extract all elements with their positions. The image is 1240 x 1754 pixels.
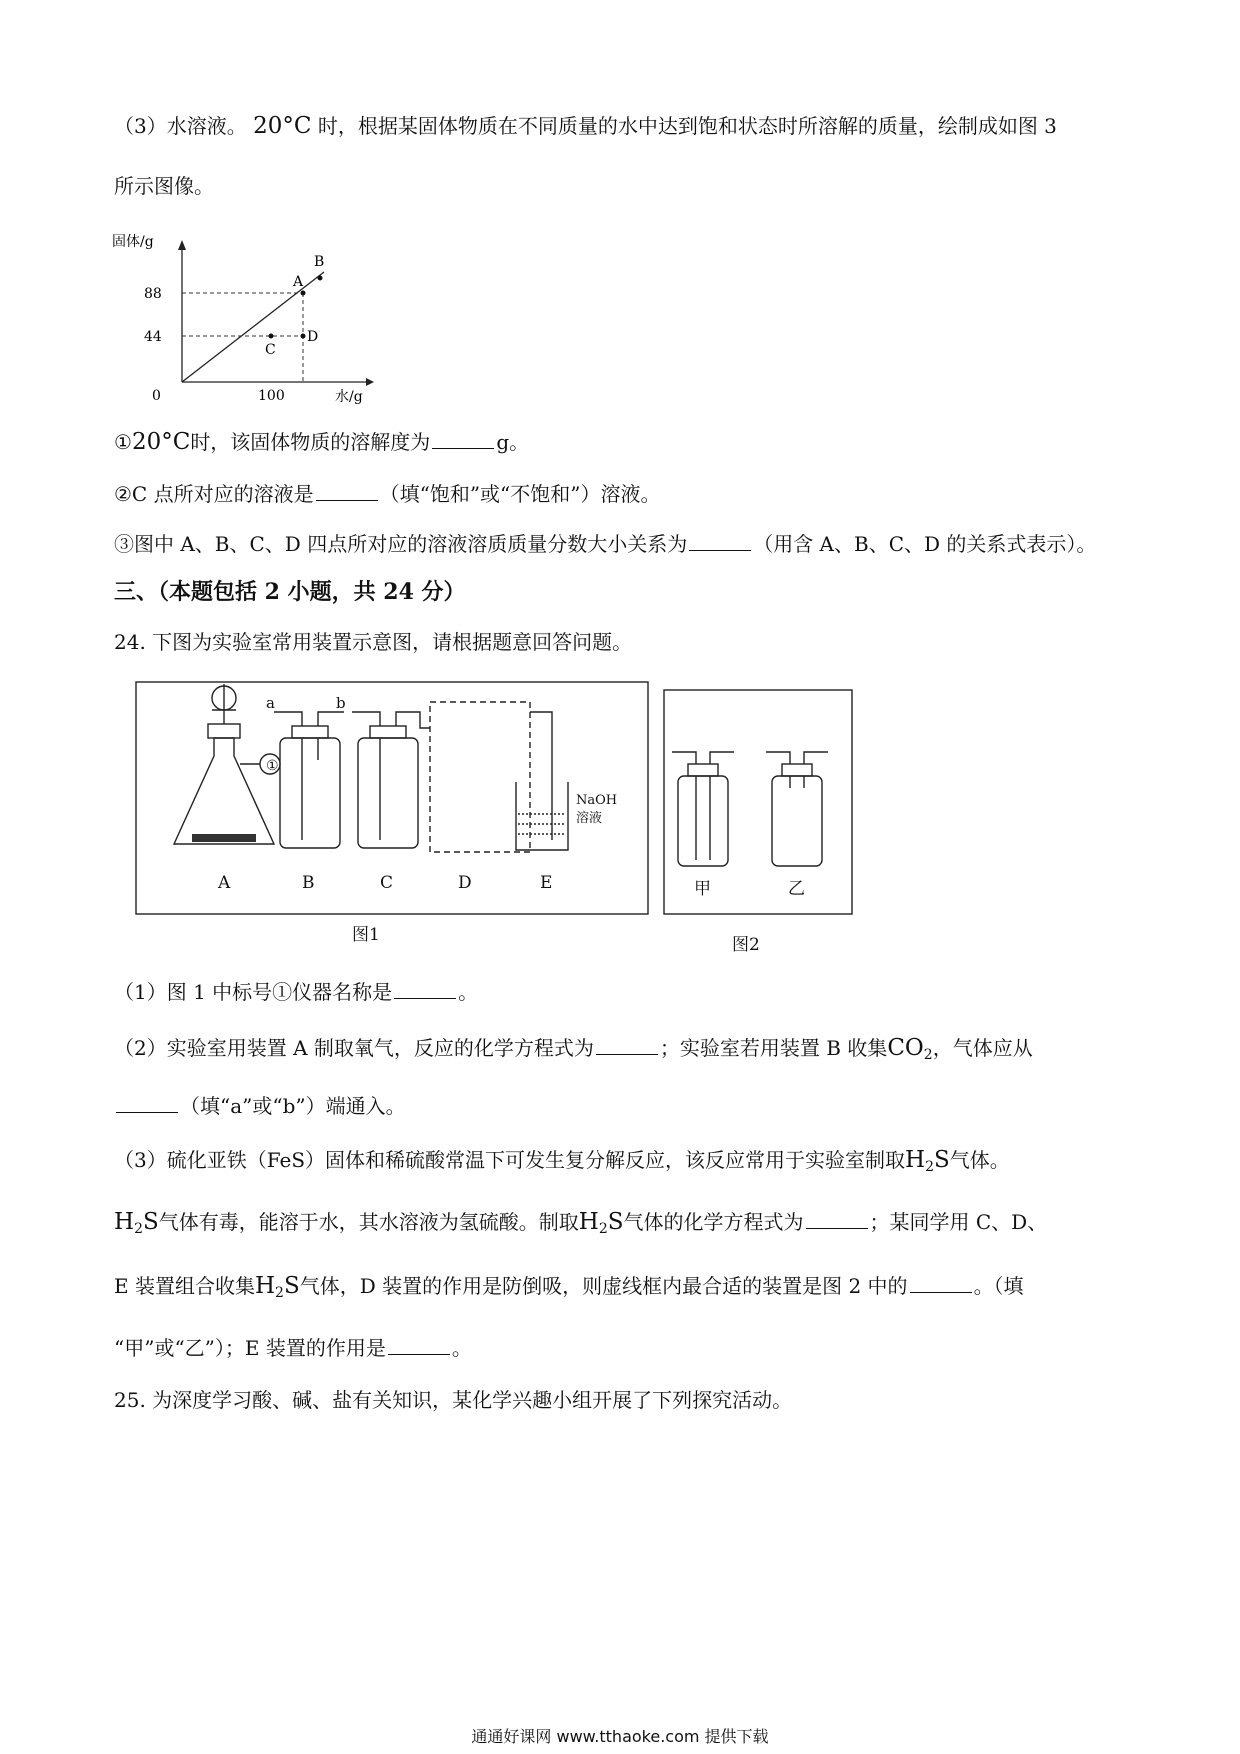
h2s-sub: 2 <box>275 1285 284 1301</box>
q24-part3-line3 <box>114 1272 1024 1307</box>
p3-text3: 气体有毒，能溶于水，其水溶液为氢硫酸。制取 <box>158 1210 579 1234</box>
q3-sub3 <box>114 530 1096 558</box>
q24-stem: 24. 下图为实验室常用装置示意图，请根据题意回答问题。 <box>114 630 633 654</box>
sub3-text: ③图中 A、B、C、D 四点所对应的溶液溶质质量分数大小关系为 <box>114 532 688 556</box>
apparatus-c <box>352 712 430 848</box>
solubility-graph <box>108 234 378 404</box>
p3-text5: ；某同学用 C、D、 <box>869 1210 1048 1234</box>
h2s-sub: 2 <box>925 1159 935 1175</box>
point-c-label: C <box>265 342 276 358</box>
origin-label: 0 <box>152 388 161 404</box>
p3-text9: “甲”或“乙”）；E 装置的作用是 <box>114 1336 386 1360</box>
point-b-dot <box>318 276 323 281</box>
point-a-dot <box>301 291 306 296</box>
bottle-yi <box>766 752 828 866</box>
section-heading: 三、（本题包括 2 小题，共 24 分） <box>114 579 466 605</box>
temperature: 20°C <box>253 113 312 139</box>
label-e: E <box>540 873 553 893</box>
y-axis-label: 固体/g <box>112 234 154 250</box>
sub1-unit: g。 <box>496 430 530 454</box>
p3-text6: E 装置组合收集 <box>114 1274 255 1298</box>
q24-part2-line2 <box>114 1092 406 1120</box>
point-c-dot <box>269 334 274 339</box>
p3-text8: 。（填 <box>973 1274 1024 1298</box>
answer-blank[interactable] <box>316 482 378 501</box>
label-naoh: NaOH <box>576 793 618 808</box>
apparatus-figure <box>112 664 882 964</box>
h2s-s: S <box>142 1209 159 1235</box>
sub3-text-end: （用含 A、B、C、D 的关系式表示）。 <box>753 532 1097 556</box>
apparatus-d-box <box>430 702 530 852</box>
p3-text1: （3）硫化亚铁（FeS）固体和稀硫酸常温下可发生复分解反应，该反应常用于实验室制取 <box>114 1148 906 1172</box>
sub2-text-end: （填“饱和”或“不饱和”）溶液。 <box>379 482 661 506</box>
figure2-frame <box>664 690 852 914</box>
apparatus-e <box>516 712 568 850</box>
answer-blank[interactable] <box>432 430 494 449</box>
q3-text-end: 所示图像。 <box>114 174 214 198</box>
y-axis-arrow <box>178 240 186 250</box>
label-c: C <box>380 873 394 893</box>
label-circle-1: ① <box>266 758 279 774</box>
answer-blank[interactable] <box>910 1274 972 1293</box>
sub1-marker: ① <box>114 430 132 454</box>
h2s-s: S <box>283 1273 300 1299</box>
q3-intro-line2 <box>114 172 214 200</box>
q24-part3-line2 <box>114 1208 1047 1243</box>
co2-formula: CO <box>887 1035 924 1061</box>
apparatus-a <box>174 684 280 844</box>
p1-end: 。 <box>458 980 479 1004</box>
label-tube-b: b <box>336 694 346 712</box>
q3-intro-line1 <box>114 112 1057 140</box>
p2-text4: （填“a”或“b”）端通入。 <box>180 1094 406 1118</box>
sub2-text: ②C 点所对应的溶液是 <box>114 482 314 506</box>
p2-text: （2）实验室用装置 A 制取氧气，反应的化学方程式为 <box>114 1036 594 1060</box>
p3-text4: 气体的化学方程式为 <box>623 1210 804 1234</box>
x-tick-100: 100 <box>258 388 285 404</box>
p1-text: （1）图 1 中标号①仪器名称是 <box>114 980 393 1004</box>
p3-text10: 。 <box>451 1336 472 1360</box>
y-tick-44: 44 <box>144 329 162 345</box>
h2s-sub: 2 <box>598 1221 608 1237</box>
q3-text: 时，根据某固体物质在不同质量的水中达到饱和状态时所溶解的质量，绘制成如图 3 <box>317 114 1057 138</box>
figure2-caption: 图2 <box>732 935 760 955</box>
q24-part3-line1 <box>114 1146 1010 1181</box>
answer-blank[interactable] <box>116 1094 178 1113</box>
bottle-jia <box>672 752 734 866</box>
label-solution: 溶液 <box>576 811 603 826</box>
label-jia: 甲 <box>694 879 711 899</box>
q24-part1 <box>114 978 478 1006</box>
h2s-h: H <box>578 1209 599 1235</box>
answer-blank[interactable] <box>596 1036 658 1055</box>
point-a-label: A <box>293 274 304 290</box>
label-d: D <box>458 873 472 893</box>
h2s-s: S <box>934 1147 950 1173</box>
p3-text7: 气体，D 装置的作用是防倒吸，则虚线框内最合适的装置是图 2 中的 <box>299 1274 908 1298</box>
p2-text3: ，气体应从 <box>932 1036 1033 1060</box>
label-tube-a: a <box>266 694 275 712</box>
answer-blank[interactable] <box>806 1210 868 1229</box>
h2s-h: H <box>114 1209 135 1235</box>
q24-part2 <box>114 1034 1033 1069</box>
answer-blank[interactable] <box>689 532 751 551</box>
h2s-h: H <box>254 1273 276 1299</box>
q3-label: （3）水溶液。 <box>114 114 247 138</box>
q24-part3-line4 <box>114 1334 472 1362</box>
answer-blank[interactable] <box>394 980 456 999</box>
h2s-h: H <box>905 1147 926 1173</box>
co2-subscript: 2 <box>923 1047 933 1063</box>
q3-sub1 <box>114 428 529 456</box>
sub1-text: 时，该固体物质的溶解度为 <box>190 430 431 454</box>
x-axis-arrow <box>366 378 374 386</box>
sub1-temp: 20°C <box>131 429 191 455</box>
q25-stem: 25. 为深度学习酸、碱、盐有关知识，某化学兴趣小组开展了下列探究活动。 <box>114 1388 793 1412</box>
h2s-sub: 2 <box>134 1221 143 1237</box>
h2s-s: S <box>607 1209 624 1235</box>
label-b: B <box>302 873 315 893</box>
point-d-dot <box>301 334 306 339</box>
q3-sub2 <box>114 480 661 508</box>
footer-credit: 通通好课网 www.tthaoke.com 提供下载 <box>471 1727 769 1746</box>
figure1-caption: 图1 <box>352 925 380 945</box>
x-axis-label: 水/g <box>335 389 363 404</box>
apparatus-b <box>274 712 344 848</box>
answer-blank[interactable] <box>388 1336 450 1355</box>
p2-text2: ；实验室若用装置 B 收集 <box>659 1036 888 1060</box>
point-b-label: B <box>314 254 325 270</box>
p3-text2: 气体。 <box>949 1148 1010 1172</box>
y-tick-88: 88 <box>144 286 162 302</box>
label-a: A <box>218 873 231 893</box>
label-yi: 乙 <box>788 879 805 899</box>
point-d-label: D <box>307 329 319 345</box>
